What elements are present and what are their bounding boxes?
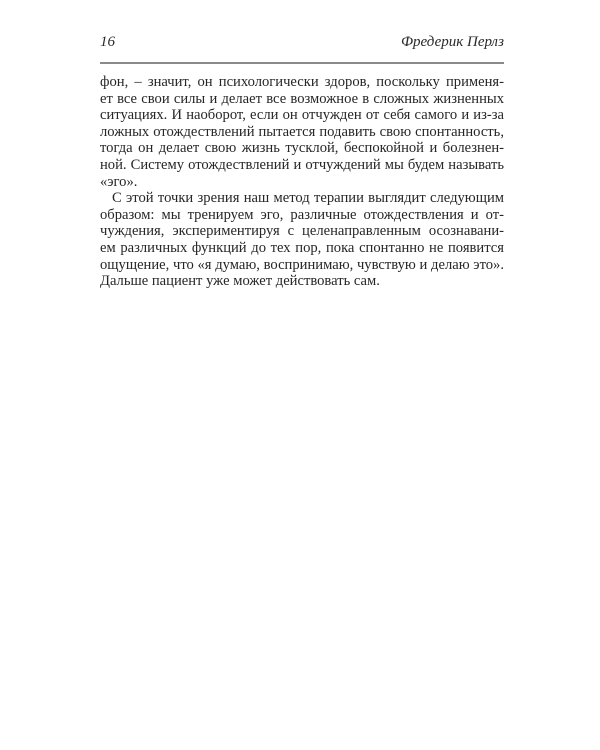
text-line: чуждения, экспериментируя с целенаправленным осознавани- <box>100 223 504 240</box>
text-line: С этой точки зрения наш метод терапии выглядит следующим <box>112 190 504 207</box>
text-line: ложных отождествлений пытается подавить свою спонтанность, <box>100 123 504 140</box>
text-line: Дальше пациент уже может действовать сам. <box>100 273 380 290</box>
text-line: образом: мы тренируем эго, различные отождествления и от- <box>100 206 504 223</box>
running-header-author: Фредерик Перлз <box>400 34 504 50</box>
text-line: ощущение, что «я думаю, воспринимаю, чувствую и делаю это». <box>100 256 504 273</box>
text-line: ем различных функций до тех пор, пока спонтанно не появится <box>100 239 504 256</box>
text-line: фон, – значит, он психологически здоров, поскольку применя- <box>100 74 504 90</box>
text-line: ет все свои силы и делает все возможное в сложных жизненных <box>100 90 504 107</box>
text-line: ной. Систему отождествлений и отчуждений мы будем называть <box>100 156 504 173</box>
page-number: 16 <box>100 34 115 50</box>
body-text <box>100 74 504 290</box>
text-line: тогда он делает свою жизнь тусклой, беспокойной и болезнен- <box>100 140 504 157</box>
text-line: ситуациях. И наоборот, если он отчужден от себя самого и из-за <box>100 107 504 124</box>
header-rule <box>100 62 504 64</box>
running-header <box>100 34 504 56</box>
text-line: «эго». <box>100 173 138 190</box>
